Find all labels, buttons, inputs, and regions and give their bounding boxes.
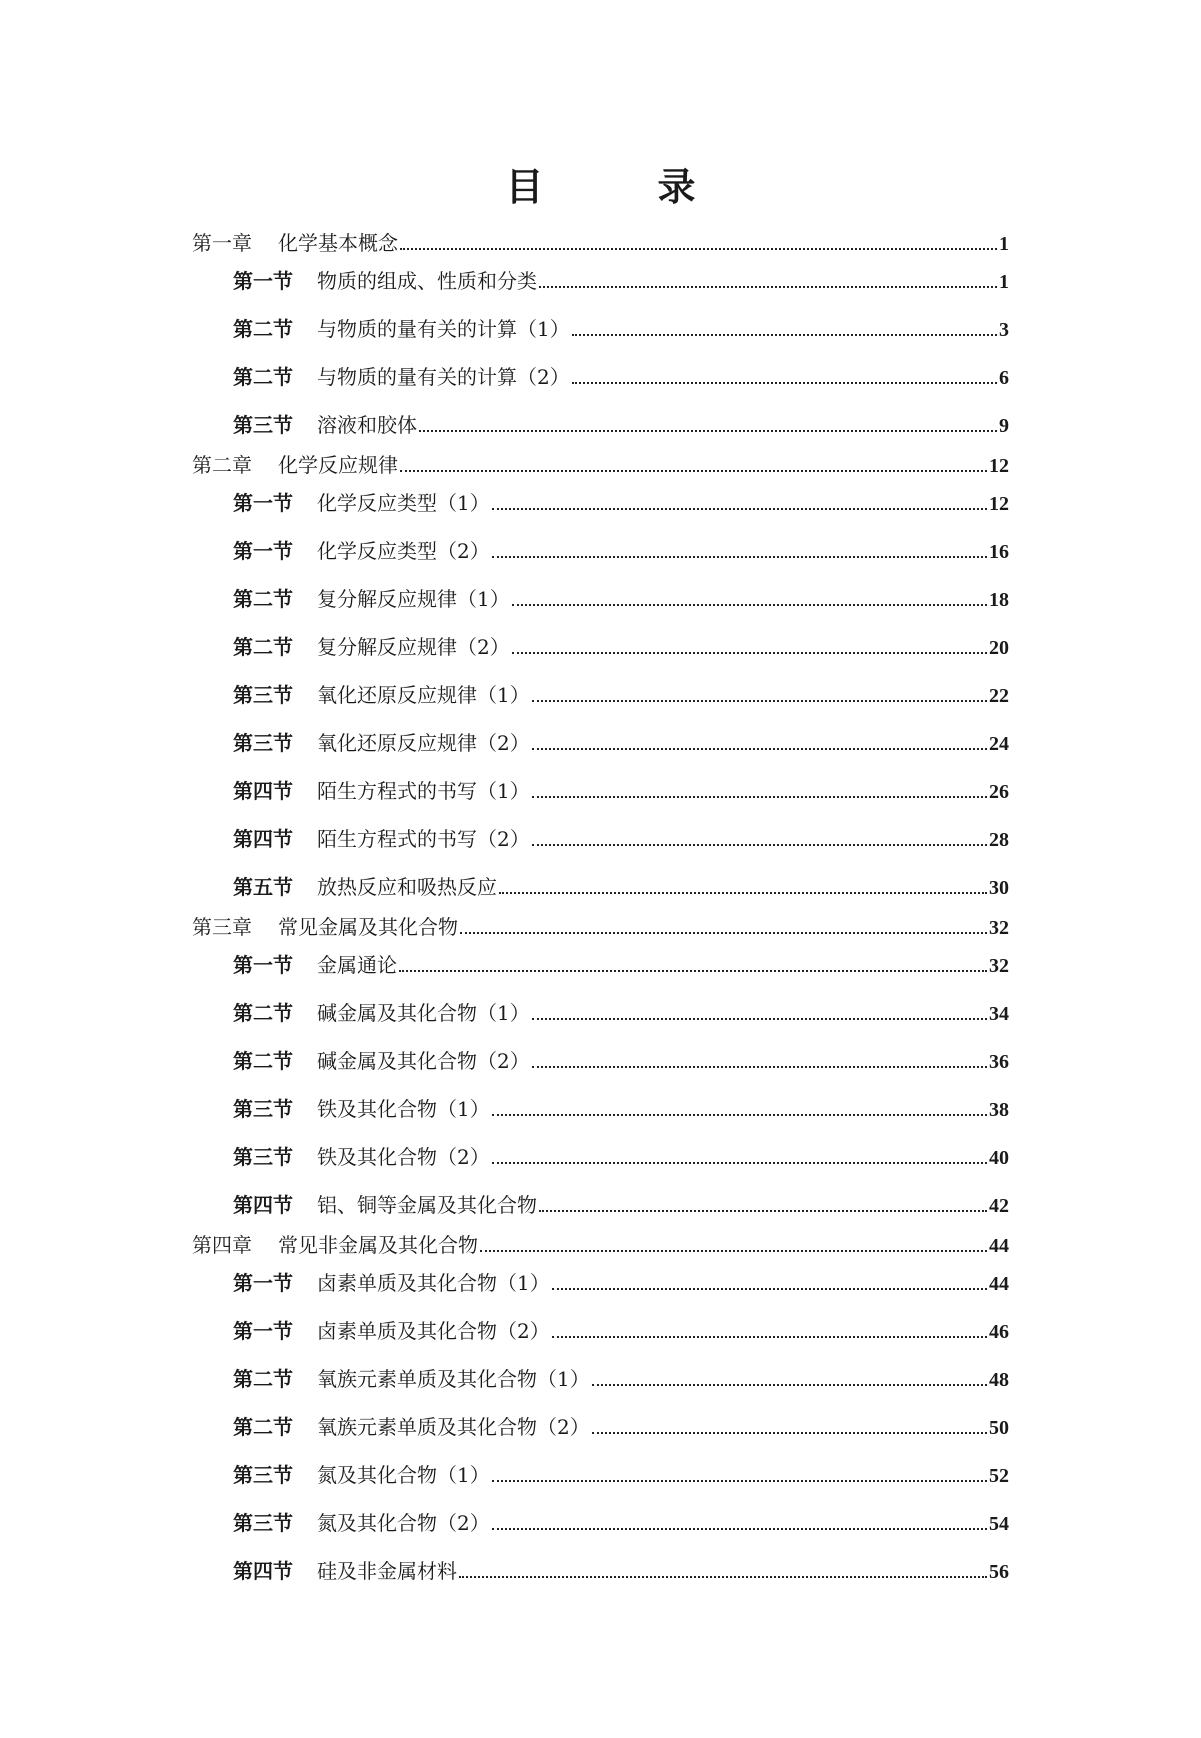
toc-page-number: 32 [989,955,1009,977]
toc-entry-title: 铁及其化合物（1） [317,1097,490,1121]
toc-dot-leader [532,844,987,846]
toc-entry-title: 卤素单质及其化合物（2） [317,1319,550,1343]
toc-entry-title: 碱金属及其化合物（1） [317,1001,530,1025]
toc-chapter-entry[interactable] [192,452,1009,479]
toc-page-number: 1 [999,271,1009,293]
toc-dot-leader [460,932,987,934]
toc-section-entry[interactable] [233,778,1009,805]
toc-entry-label: 第三节 [233,413,293,437]
toc-section-entry[interactable] [233,586,1009,613]
toc-page-number: 9 [999,415,1009,437]
toc-chapter-entry[interactable] [192,230,1009,257]
toc-entry-label: 第三节 [233,683,293,707]
toc-entry-label: 第三节 [233,1511,293,1535]
toc-section-entry[interactable] [233,268,1009,295]
toc-section-entry[interactable] [233,1000,1009,1027]
toc-entry-label: 第三节 [233,731,293,755]
toc-entry-label: 第一章 [192,231,252,255]
toc-page-number: 56 [989,1561,1009,1583]
toc-entry-label: 第四章 [192,1233,252,1257]
toc-entry-title: 放热反应和吸热反应 [317,875,497,899]
toc-entry-title: 卤素单质及其化合物（1） [317,1271,550,1295]
toc-entry-label: 第二节 [233,587,293,611]
toc-section-entry[interactable] [233,412,1009,439]
toc-dot-leader [532,796,987,798]
toc-entry-label: 第二节 [233,1049,293,1073]
toc-section-entry[interactable] [233,1366,1009,1393]
toc-entry-label: 第四节 [233,827,293,851]
toc-entry-title: 复分解反应规律（2） [317,635,510,659]
toc-section-entry[interactable] [233,1462,1009,1489]
toc-page-number: 50 [989,1417,1009,1439]
toc-dot-leader [492,1114,987,1116]
toc-page-number: 34 [989,1003,1009,1025]
toc-section-entry[interactable] [233,1318,1009,1345]
toc-entry-title: 陌生方程式的书写（2） [317,827,530,851]
toc-entry-title: 常见非金属及其化合物 [278,1233,478,1257]
toc-section-entry[interactable] [233,874,1009,901]
toc-dot-leader [592,1432,987,1434]
toc-entry-label: 第二节 [233,1367,293,1391]
toc-page-number: 38 [989,1099,1009,1121]
toc-chapter-entry[interactable] [192,914,1009,941]
toc-dot-leader [552,1288,987,1290]
toc-section-entry[interactable] [233,952,1009,979]
toc-page-number: 54 [989,1513,1009,1535]
toc-entry-label: 第四节 [233,1193,293,1217]
toc-entry-title: 氧族元素单质及其化合物（2） [317,1415,590,1439]
toc-entry-label: 第四节 [233,779,293,803]
toc-section-entry[interactable] [233,1048,1009,1075]
toc-entry-label: 第三节 [233,1097,293,1121]
toc-page-number: 24 [989,733,1009,755]
toc-entry-label: 第四节 [233,1559,293,1583]
toc-entry-label: 第五节 [233,875,293,899]
toc-section-entry[interactable] [233,364,1009,391]
toc-page-number: 42 [989,1195,1009,1217]
toc-entry-label: 第一节 [233,1319,293,1343]
toc-entry-title: 氮及其化合物（2） [317,1511,490,1535]
toc-section-entry[interactable] [233,682,1009,709]
toc-entry-label: 第二节 [233,1001,293,1025]
toc-page-number: 22 [989,685,1009,707]
toc-section-entry[interactable] [233,490,1009,517]
toc-dot-leader [539,1210,987,1212]
toc-section-entry[interactable] [233,1414,1009,1441]
toc-section-entry[interactable] [233,826,1009,853]
toc-section-entry[interactable] [233,1192,1009,1219]
toc-page-number: 46 [989,1321,1009,1343]
toc-page-number: 1 [999,233,1009,255]
toc-entry-title: 硅及非金属材料 [317,1559,457,1583]
toc-entry-label: 第一节 [233,491,293,515]
toc-dot-leader [572,334,997,336]
toc-dot-leader [592,1384,987,1386]
toc-entry-label: 第三节 [233,1145,293,1169]
toc-dot-leader [532,748,987,750]
toc-dot-leader [480,1250,987,1252]
toc-entry-title: 与物质的量有关的计算（1） [317,317,570,341]
toc-section-entry[interactable] [233,1270,1009,1297]
toc-section-entry[interactable] [233,1510,1009,1537]
toc-entry-title: 氧化还原反应规律（1） [317,683,530,707]
toc-entry-title: 氧化还原反应规律（2） [317,731,530,755]
toc-section-entry[interactable] [233,730,1009,757]
toc-entry-title: 化学反应类型（1） [317,491,490,515]
toc-entry-label: 第一节 [233,539,293,563]
toc-entry-title: 氮及其化合物（1） [317,1463,490,1487]
toc-entry-label: 第二节 [233,317,293,341]
toc-entry-title: 陌生方程式的书写（1） [317,779,530,803]
toc-dot-leader [400,470,987,472]
toc-entry-label: 第一节 [233,269,293,293]
toc-page-number: 18 [989,589,1009,611]
toc-entry-label: 第三章 [192,915,252,939]
toc-entry-title: 与物质的量有关的计算（2） [317,365,570,389]
toc-page-number: 6 [999,367,1009,389]
toc-dot-leader [572,382,997,384]
toc-entry-title: 物质的组成、性质和分类 [317,269,537,293]
toc-page-number: 26 [989,781,1009,803]
toc-entry-title: 碱金属及其化合物（2） [317,1049,530,1073]
toc-dot-leader [532,700,987,702]
toc-entry-title: 金属通论 [317,953,397,977]
toc-page-number: 12 [989,455,1009,477]
toc-entry-label: 第二节 [233,635,293,659]
toc-dot-leader [492,508,987,510]
toc-entry-label: 第二节 [233,365,293,389]
toc-entry-title: 铝、铜等金属及其化合物 [317,1193,537,1217]
toc-section-entry[interactable] [233,1558,1009,1585]
toc-dot-leader [492,556,987,558]
toc-entry-label: 第三节 [233,1463,293,1487]
toc-dot-leader [532,1018,987,1020]
toc-dot-leader [399,970,987,972]
toc-dot-leader [532,1066,987,1068]
toc-page-number: 20 [989,637,1009,659]
toc-entry-title: 化学基本概念 [278,231,398,255]
toc-section-entry[interactable] [233,1144,1009,1171]
toc-dot-leader [492,1480,987,1482]
toc-chapter-entry[interactable] [192,1232,1009,1259]
toc-entry-title: 溶液和胶体 [317,413,417,437]
toc-page-number: 44 [989,1235,1009,1257]
toc-entry-label: 第一节 [233,1271,293,1295]
toc-section-entry[interactable] [233,634,1009,661]
toc-page-number: 16 [989,541,1009,563]
toc-page-number: 52 [989,1465,1009,1487]
toc-entry-title: 化学反应规律 [278,453,398,477]
toc-page-number: 48 [989,1369,1009,1391]
toc-entry-title: 铁及其化合物（2） [317,1145,490,1169]
toc-entry-label: 第二章 [192,453,252,477]
toc-entry-label: 第一节 [233,953,293,977]
toc-page-number: 30 [989,877,1009,899]
toc-page-number: 40 [989,1147,1009,1169]
toc-dot-leader [512,652,987,654]
toc-page-number: 3 [999,319,1009,341]
toc-dot-leader [539,286,997,288]
toc-entry-title: 化学反应类型（2） [317,539,490,563]
toc-dot-leader [499,892,987,894]
toc-page-number: 28 [989,829,1009,851]
toc-section-entry[interactable] [233,1096,1009,1123]
toc-entry-title: 氧族元素单质及其化合物（1） [317,1367,590,1391]
toc-entry-title: 常见金属及其化合物 [278,915,458,939]
toc-page-number: 36 [989,1051,1009,1073]
toc-dot-leader [552,1336,987,1338]
toc-dot-leader [400,248,997,250]
toc-section-entry[interactable] [233,538,1009,565]
toc-entry-title: 复分解反应规律（1） [317,587,510,611]
toc-page-number: 44 [989,1273,1009,1295]
toc-section-entry[interactable] [233,316,1009,343]
toc-page-number: 32 [989,917,1009,939]
toc-dot-leader [512,604,987,606]
toc-dot-leader [492,1528,987,1530]
page-title: 目 录 [505,164,734,209]
toc-page-number: 12 [989,493,1009,515]
toc-dot-leader [459,1576,987,1578]
toc-entry-label: 第二节 [233,1415,293,1439]
toc-dot-leader [419,430,997,432]
toc-dot-leader [492,1162,987,1164]
